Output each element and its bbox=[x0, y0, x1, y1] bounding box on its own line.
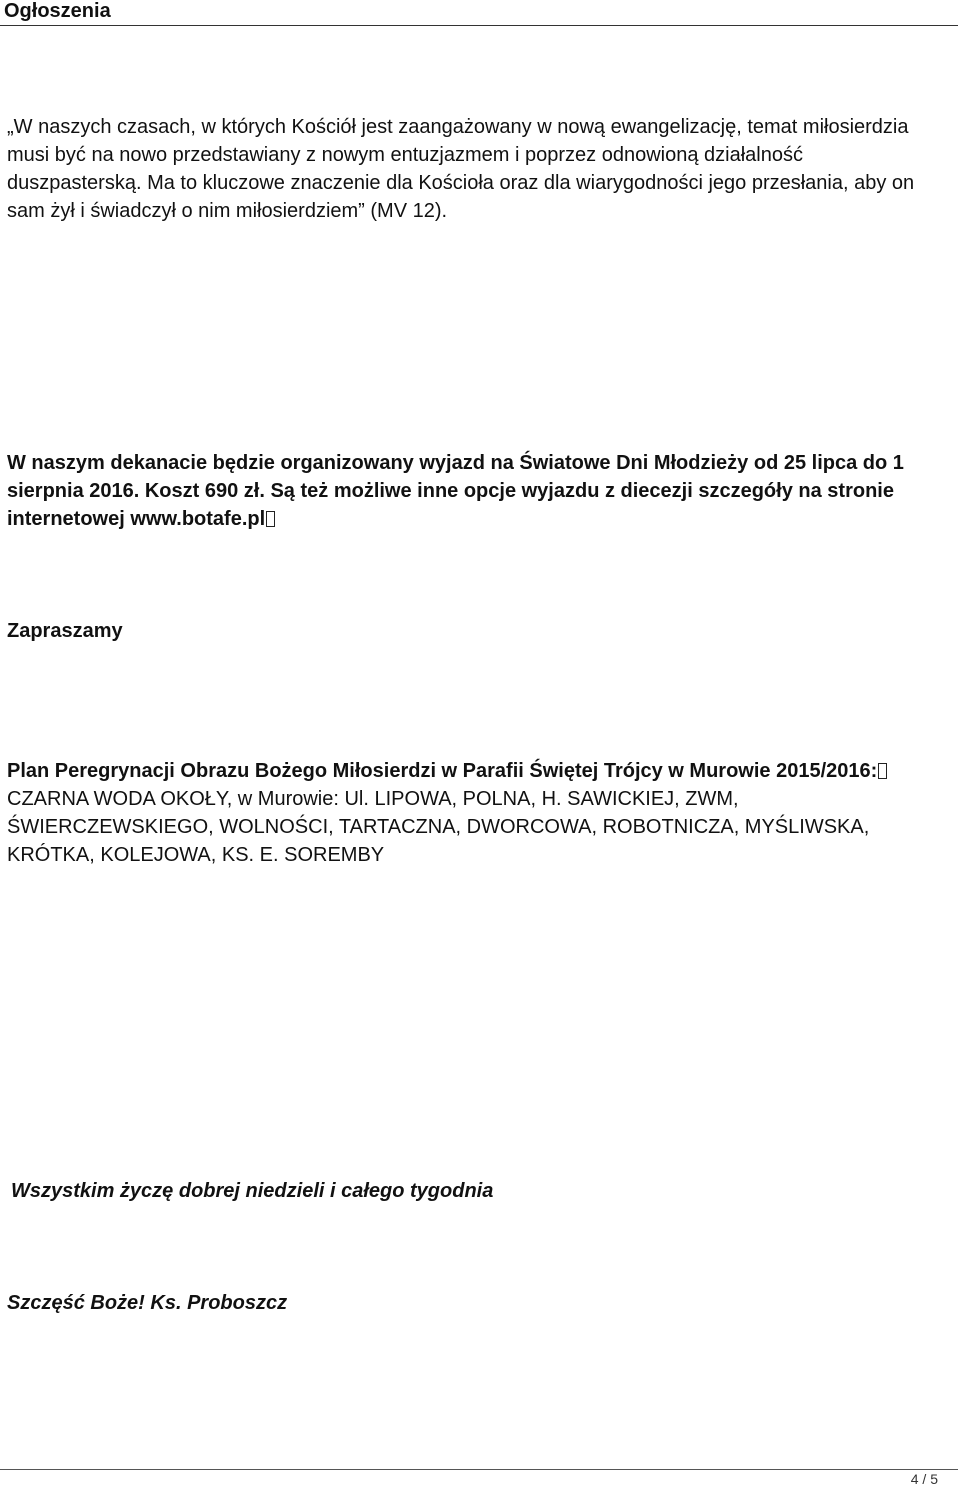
trip-announcement-text: W naszym dekanacie będzie organizowany wyjazd na Światowe Dni Młodzieży od 25 lipca do 1 sierpnia 2016. Koszt 690 zł. Są też możliwe inne opcje wyjazdu z diecezji szczegóły na stronie internetowej www.botafe.pl bbox=[7, 452, 904, 530]
signature: Szczęść Boże! Ks. Proboszcz bbox=[7, 1292, 288, 1314]
pilgrimage-plan bbox=[7, 757, 937, 869]
page-title: Ogłoszenia bbox=[4, 0, 111, 22]
plan-streets: CZARNA WODA OKOŁY, w Murowie: Ul. LIPOWA, POLNA, H. SAWICKIEJ, ZWM, ŚWIERCZEWSKIEGO, WOLNOŚCI, TARTACZNA, DWORCOWA, ROBOTNICZA, MYŚLIWSKA, KRÓTKA, KOLEJOWA, KS. E. SOREMBY bbox=[7, 788, 870, 866]
trip-announcement bbox=[7, 449, 937, 533]
invitation-text: Zapraszamy bbox=[7, 620, 123, 642]
missing-glyph-icon bbox=[878, 763, 887, 779]
plan-title: Plan Peregrynacji Obrazu Bożego Miłosierdzi w Parafii Świętej Trójcy w Murowie 2015/2016: bbox=[7, 760, 878, 782]
header-divider bbox=[0, 25, 958, 26]
footer-divider bbox=[0, 1469, 958, 1470]
missing-glyph-icon bbox=[266, 511, 275, 527]
quote-paragraph: „W naszych czasach, w których Kościół jest zaangażowany w nową ewangelizację, temat miłosierdzia musi być na nowo przedstawiany z nowym entuzjazmem i poprzez odnowioną działalność duszpasterską. Ma to kluczowe znaczenie dla Kościoła oraz dla wiarygodności jego przesłania, aby on sam żył i świadczył o nim miłosierdziem” (MV 12). bbox=[7, 116, 915, 222]
closing-wish: Wszystkim życzę dobrej niedzieli i całego tygodnia bbox=[11, 1180, 494, 1202]
page-number: 4 / 5 bbox=[910, 1471, 938, 1487]
